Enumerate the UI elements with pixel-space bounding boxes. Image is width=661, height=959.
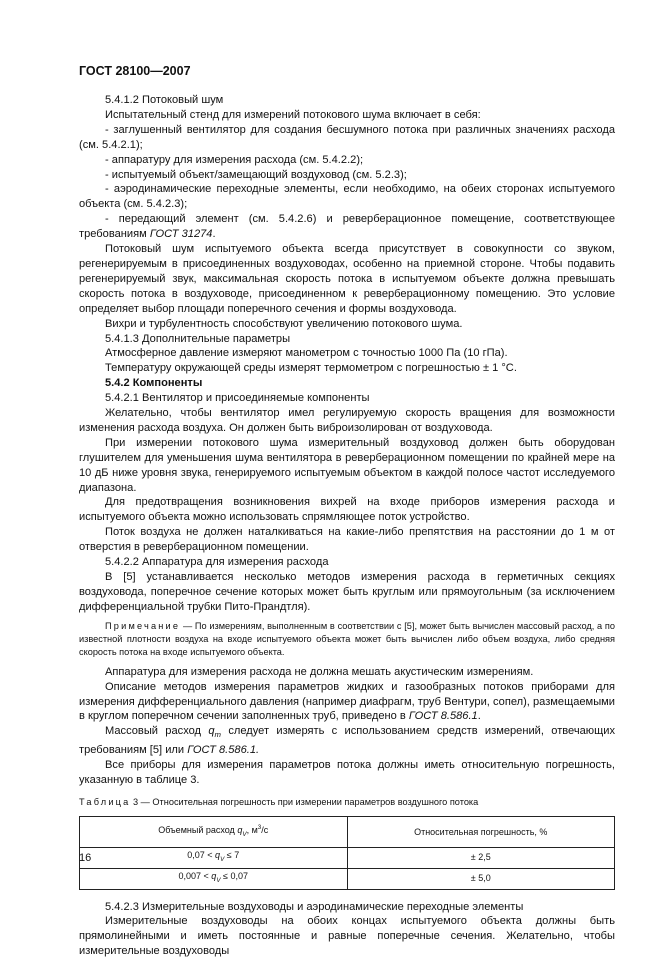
standard-reference: ГОСТ 8.586.1. — [187, 744, 260, 757]
paragraph: Все приборы для измерения параметров потока должны иметь относительную погрешность, указанную в таблице 3. — [79, 759, 615, 787]
list-item: - заглушенный вентилятор для создания бесшумного потока при различных значениях расхода (см. 5.4.2.1); — [79, 123, 615, 151]
table-caption-text: 3 — Относительная погрешность при измерении параметров воздушного потока — [133, 797, 479, 808]
document-header: ГОСТ 28100—2007 — [79, 64, 191, 78]
note-label: Примечание — [105, 620, 181, 631]
paragraph: При измерении потокового шума измерительный воздуховод должен быть оборудован глушителем для уменьшения шума вентилятора в реверберационном помещении по крайней мере на 10 дБ ниже уровня звука, генерируемого испытуемым объектом в каждой полосе частот исследуемого диапазона. — [79, 436, 615, 494]
accuracy-table — [79, 816, 615, 889]
list-item-text: - передающий элемент (см. 5.4.2.6) и реверберационное помещение, соответствующее требованиям — [79, 213, 615, 241]
list-item: - передающий элемент (см. 5.4.2.6) и реверберационное помещение, соответствующее требованиям ГОСТ 31274. — [79, 213, 615, 241]
section-heading: 5.4.2.3 Измерительные воздуховоды и аэродинамические переходные элементы — [105, 900, 524, 913]
list-item: - аппаратуру для измерения расхода (см. 5.4.2.2); — [105, 153, 364, 166]
table-header-error: Относительная погрешность, % — [347, 817, 615, 848]
table-label: Таблица — [79, 797, 131, 808]
table-header-flow: Объемный расход $q_V$, $м^3/с$ — [80, 817, 348, 848]
paragraph: Для предотвращения возникновения вихрей на входе приборов измерения расхода и испытуемого объекта можно использовать спрямляющее поток устройство. — [79, 496, 615, 524]
list-item: - аэродинамические переходные элементы, если необходимо, на обеих сторонах испытуемого объекта (см. 5.4.2.3); — [79, 183, 615, 211]
table-caption — [79, 795, 615, 810]
table-row — [80, 868, 615, 889]
mass-flow-symbol: $q_m$ — [208, 725, 221, 740]
table-cell-flow: $0,07 < q_V \le 7$ — [80, 848, 348, 869]
paragraph-text: Массовый расход — [105, 725, 202, 738]
paragraph: Потоковый шум испытуемого объекта всегда присутствует в совокупности со звуком, регенерируемым в присоединенных воздуховодах, особенно на приемной стороне. Чтобы подавить регенерируемый звук, максимальная скорость потока в испытуемом объекте должна превышать скорость потока в воздуховоде, присоединенном к реверберационному помещению. Это условие определяет выбор площади поперечного сечения и формы воздуховода. — [79, 243, 615, 315]
paragraph: Измерительные воздуховоды на обоих концах испытуемого объекта должны быть прямолинейными и иметь постоянные и равные поперечные сечения. Желательно, чтобы измерительные воздуховоды — [79, 915, 615, 958]
table-cell-error: ± 5,0 — [347, 868, 615, 889]
standard-reference: ГОСТ 31274 — [149, 228, 213, 241]
table-cell-flow: $0,007 < q_V \le 0,07$ — [80, 868, 348, 889]
section-heading: 5.4.1.2 Потоковый шум — [105, 94, 224, 106]
paragraph: В [5] устанавливается несколько методов измерения расхода в герметичных секциях воздуховода, поперечное сечение которых может быть круглым или прямоугольным (за исключением дифференциальной трубки Пито-Прандтля). — [79, 571, 615, 613]
paragraph-text: Описание методов измерения параметров жидких и газообразных потоков приборами для измерения дифференциального давления (например диафрагм, труб Вентури, сопел), размещаемыми в круглом поперечном сечении заполненных труб, приведено в — [79, 680, 615, 723]
paragraph: Испытательный стенд для измерений потокового шума включает в себя: — [105, 108, 481, 121]
table-cell-error: ± 2,5 — [347, 848, 615, 869]
paragraph: Описание методов измерения параметров жидких и газообразных потоков приборами для измерения дифференциального давления (например диафрагм, труб Вентури, сопел), размещаемыми в круглом поперечном сечении заполненных труб, приведено в ГОСТ 8.586.1. — [79, 680, 615, 723]
document-body — [79, 93, 615, 959]
section-heading: 5.4.2.2 Аппаратура для измерения расхода — [105, 556, 329, 569]
section-heading: 5.4.1.3 Дополнительные параметры — [105, 332, 291, 345]
standard-reference: ГОСТ 8.586.1 — [408, 710, 478, 723]
note-text: — По измерениям, выполненным в соответствии с [5], может быть вычислен массовый расход, а по известной плотности воздуха на входе испытуемого объекта может быть вычислен либо объем воздуха, либо средняя скорость потока на входе испытуемого объекта. — [79, 620, 615, 657]
section-heading: 5.4.2 Компоненты — [105, 377, 203, 390]
paragraph: Вихри и турбулентность способствуют увеличению потокового шума. — [105, 317, 463, 330]
paragraph — [79, 724, 615, 758]
list-item: - испытуемый объект/замещающий воздуховод (см. 5.2.3); — [105, 168, 407, 181]
paragraph: Температуру окружающей среды измерят термометром с погрешностью ± 1 °С. — [105, 362, 517, 375]
paragraph: Желательно, чтобы вентилятор имел регулируемую скорость вращения для возможности изменения расхода воздуха. Он должен быть виброизолирован от воздуховода. — [79, 407, 615, 434]
paragraph: Поток воздуха не должен наталкиваться на какие-либо препятствия на расстоянии до 1 м от отверстия в реверберационном помещении. — [79, 526, 615, 554]
table-row — [80, 848, 615, 869]
paragraph: Атмосферное давление измеряют манометром с точностью 1000 Па (10 гПа). — [105, 347, 508, 360]
page-number: 16 — [79, 852, 92, 864]
note — [79, 620, 615, 659]
paragraph: Аппаратура для измерения расхода не должна мешать акустическим измерениям. — [105, 665, 534, 678]
section-heading: 5.4.2.1 Вентилятор и присоединяемые компоненты — [105, 392, 370, 405]
paragraph-text: следует измерять с использованием средств измерений, отвечающих требованиям [5] или — [79, 725, 615, 757]
table-header-row — [80, 817, 615, 848]
